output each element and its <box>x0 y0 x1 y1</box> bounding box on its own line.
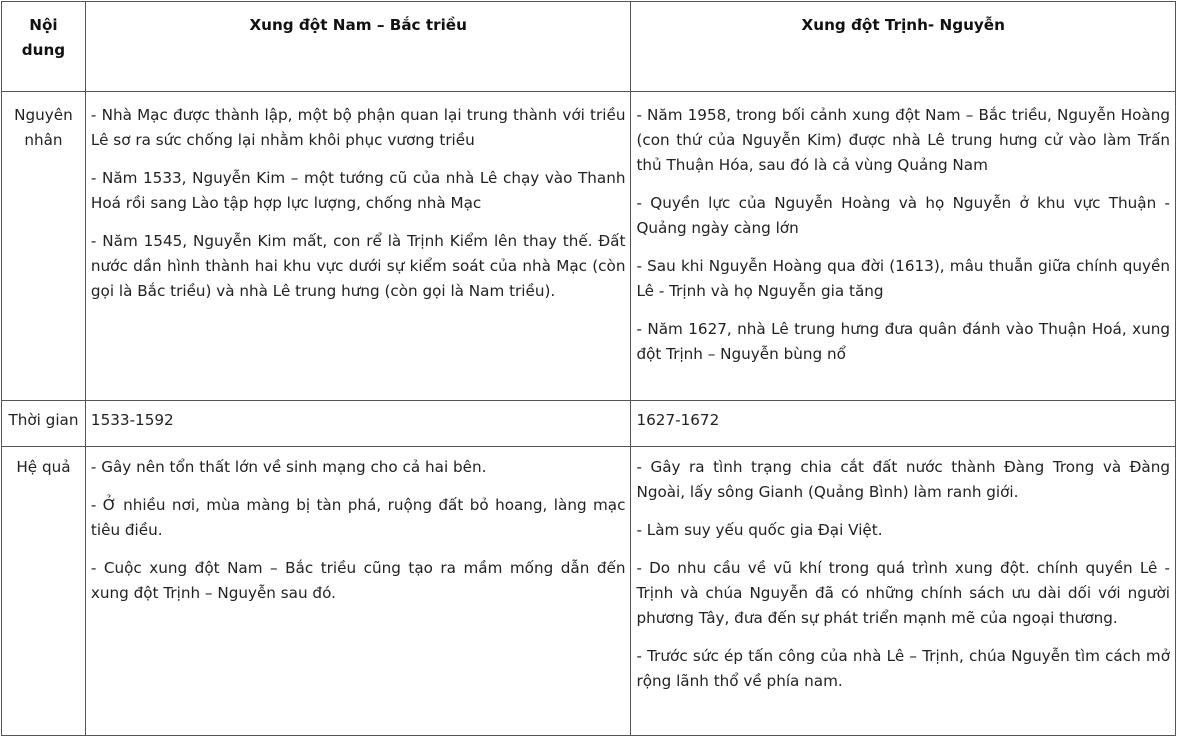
time-nam-bac-cell: 1533-1592 <box>85 401 631 447</box>
row-label-cause: Nguyên nhân <box>2 92 86 401</box>
cause-nam-bac-item: - Năm 1545, Nguyễn Kim mất, con rể là Trịnh Kiểm lên thay thế. Đất nước dần hình thành hai khu vực dưới sự kiểm soát của nhà Mạc (còn gọi là Bắc triều) và nhà Lê trung hưng (còn gọi là Nam triều). <box>90 232 626 300</box>
cause-trinh-nguyen-item: - Sau khi Nguyễn Hoàng qua đời (1613), mâu thuẫn giữa chính quyền Lê - Trịnh và họ Nguyễn gia tăng <box>636 257 1170 300</box>
table-row-time <box>2 401 1176 447</box>
consequence-nam-bac-item: - Ở nhiều nơi, mùa màng bị tàn phá, ruộng đất bỏ hoang, làng mạc tiêu điều. <box>90 496 626 539</box>
row-label-time: Thời gian <box>2 401 86 447</box>
consequence-trinh-nguyen-item: - Trước sức ép tấn công của nhà Lê – Trịnh, chúa Nguyễn tìm cách mở rộng lãnh thổ về phía nam. <box>636 647 1170 690</box>
header-content: Nội dung <box>2 2 86 92</box>
cause-trinh-nguyen-item: - Năm 1958, trong bối cảnh xung đột Nam – Bắc triều, Nguyễn Hoàng (con thứ của Nguyễn Kim) được nhà Lê trung hưng cử vào làm Trấn thủ Thuận Hóa, sau đó là cả vùng Quảng Nam <box>636 106 1170 174</box>
table-row-cause <box>2 92 1176 401</box>
cause-trinh-nguyen-cell <box>631 92 1176 401</box>
time-trinh-nguyen-cell: 1627-1672 <box>631 401 1176 447</box>
comparison-table <box>1 1 1176 736</box>
consequence-trinh-nguyen-item: - Gây ra tình trạng chia cắt đất nước thành Đàng Trong và Đàng Ngoài, lấy sông Gianh (Quảng Bình) làm ranh giới. <box>636 458 1170 501</box>
cause-nam-bac-item: - Nhà Mạc được thành lập, một bộ phận quan lại trung thành với triều Lê sơ ra sức chống lại nhằm khôi phục vương triều <box>90 106 626 149</box>
consequence-trinh-nguyen-cell <box>631 447 1176 736</box>
consequence-nam-bac-item: - Gây nên tổn thất lớn về sinh mạng cho cả hai bên. <box>90 458 487 476</box>
cause-trinh-nguyen-item: - Quyền lực của Nguyễn Hoàng và họ Nguyễn ở khu vực Thuận - Quảng ngày càng lớn <box>636 194 1170 237</box>
consequence-nam-bac-item: - Cuộc xung đột Nam – Bắc triều cũng tạo ra mầm mống dẫn đến xung đột Trịnh – Nguyễn sau đó. <box>90 559 626 602</box>
cause-trinh-nguyen-item: - Năm 1627, nhà Lê trung hưng đưa quân đánh vào Thuận Hoá, xung đột Trịnh – Nguyễn bùng nổ <box>636 320 1170 363</box>
consequence-trinh-nguyen-item: - Do nhu cầu về vũ khí trong quá trình xung đột. chính quyền Lê - Trịnh và chúa Nguyễn đã có những chính sách ưu dài dối với người phương Tây, đưa đến sự phát triển mạnh mẽ của ngoại thương. <box>636 559 1170 627</box>
row-label-consequence: Hệ quả <box>2 447 86 736</box>
consequence-trinh-nguyen-item: - Làm suy yếu quốc gia Đại Việt. <box>636 521 883 539</box>
cause-nam-bac-item: - Năm 1533, Nguyễn Kim – một tướng cũ của nhà Lê chạy vào Thanh Hoá rồi sang Lào tập hợp lực lượng, chống nhà Mạc <box>90 169 626 212</box>
table-row-consequence <box>2 447 1176 736</box>
header-trinh-nguyen: Xung đột Trịnh- Nguyễn <box>631 2 1176 92</box>
header-row <box>2 2 1176 92</box>
consequence-nam-bac-cell <box>85 447 631 736</box>
header-nam-bac-trieu: Xung đột Nam – Bắc triều <box>85 2 631 92</box>
cause-nam-bac-cell <box>85 92 631 401</box>
